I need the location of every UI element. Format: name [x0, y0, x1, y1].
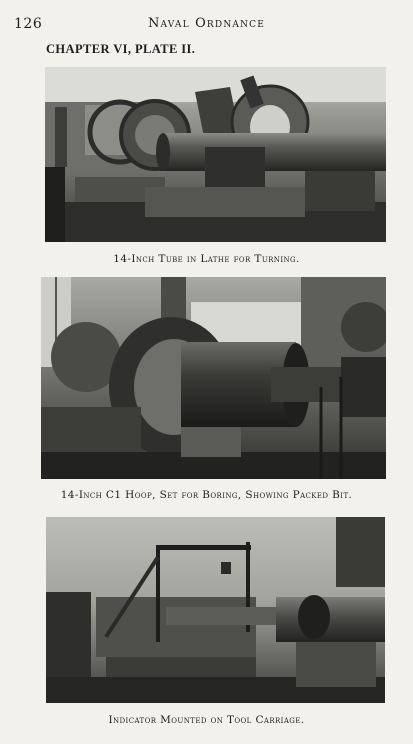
photo-tube-in-lathe-image — [45, 67, 386, 242]
photo-hoop-boring-image — [41, 277, 386, 479]
page-number: 126 — [14, 16, 43, 32]
photo-tube-in-lathe — [45, 67, 386, 242]
photo-indicator-tool-carriage-image — [46, 517, 385, 703]
caption-hoop-boring: 14-Inch C1 Hoop, Set for Boring, Showing Packed Bit. — [60, 489, 353, 501]
caption-tube-in-lathe: 14-Inch Tube in Lathe for Turning. — [113, 253, 300, 265]
photo-hoop-boring — [41, 277, 386, 479]
running-title: Naval Ordnance — [147, 16, 266, 31]
plate-heading: CHAPTER VI, PLATE II. — [46, 42, 196, 56]
photo-indicator-tool-carriage — [46, 517, 385, 703]
caption-indicator-tool-carriage: Indicator Mounted on Tool Carriage. — [108, 714, 305, 726]
